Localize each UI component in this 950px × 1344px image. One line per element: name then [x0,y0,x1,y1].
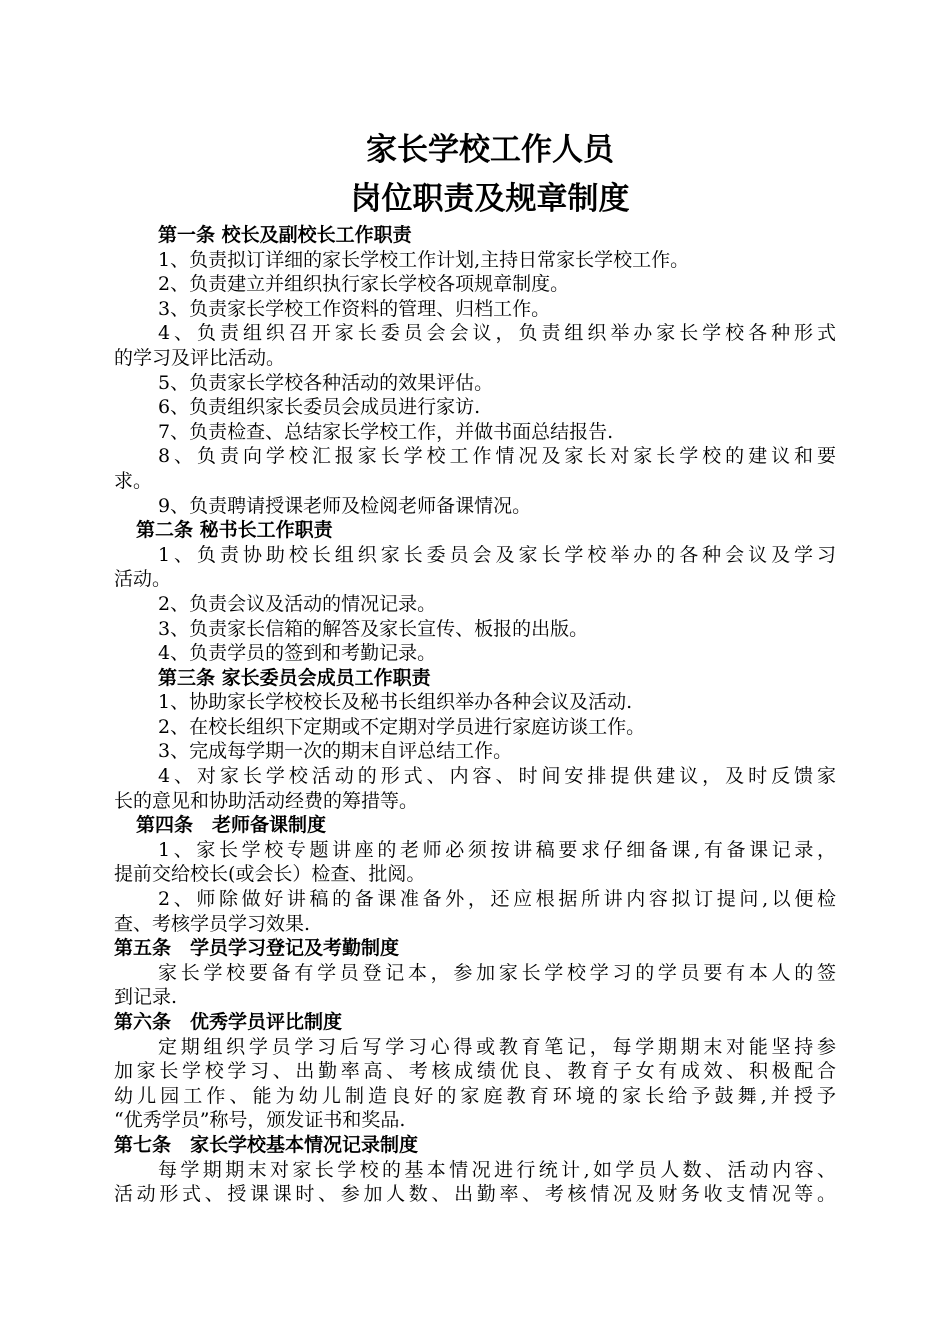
section-heading: 第四条 老师备课制度 [136,814,327,837]
paragraph-line: 活动形式、授课课时、参加人数、出勤率、考核情况及财务收支情况等。 [114,1183,836,1206]
paragraph-line: 加家长学校学习、出勤率高、考核成绩优良、教育子女有成效、积极配合 [114,1060,836,1083]
paragraph-line: 6、负责组织家长委员会成员进行家访. [158,396,481,419]
document-title-line2: 岗位职责及规章制度 [350,181,630,217]
paragraph-line: 定期组织学员学习后写学习心得或教育笔记，每学期期末对能坚持参 [158,1035,836,1058]
paragraph-line: 2、负责会议及活动的情况记录。 [158,592,437,615]
paragraph-line: “优秀学员”称号，颁发证书和奖品. [114,1109,406,1132]
paragraph-line: 幼儿园工作、能为幼儿制造良好的家庭教育环境的家长给予鼓舞,并授予 [114,1084,836,1107]
paragraph-line: 5、负责家长学校各种活动的效果评估。 [158,371,494,394]
paragraph-line: 8、负责向学校汇报家长学校工作情况及家长对家长学校的建议和要 [158,445,836,468]
paragraph-line: 每学期期末对家长学校的基本情况进行统计,如学员人数、活动内容、 [158,1158,836,1181]
paragraph-line: 1、负责协助校长组织家长委员会及家长学校举办的各种会议及学习 [158,543,836,566]
paragraph-line: 2、负责建立并组织执行家长学校各项规章制度。 [158,273,570,296]
section-heading: 第二条 秘书长工作职责 [136,519,333,542]
section-heading: 第六条 优秀学员评比制度 [114,1011,343,1033]
document-body [114,223,836,1207]
paragraph-line: 家长学校要备有学员登记本，参加家长学校学习的学员要有本人的签 [158,961,836,984]
paragraph-line: 4、对家长学校活动的形式、内容、时间安排提供建议，及时反馈家 [158,765,836,788]
paragraph-line: 7、负责检查、总结家长学校工作，并做书面总结报告. [158,420,614,443]
paragraph-line: 3、完成每学期一次的期末自评总结工作。 [158,740,513,763]
paragraph-line: 长的意见和协助活动经费的筹措等。 [114,789,419,812]
section-heading: 第一条 校长及副校长工作职责 [158,224,412,246]
paragraph-line: 1、家长学校专题讲座的老师必须按讲稿要求仔细备课,有备课记录， [158,838,836,861]
paragraph-line: 4、负责学员的签到和考勤记录。 [158,642,437,665]
paragraph-line: 2、在校长组织下定期或不定期对学员进行家庭访谈工作。 [158,715,646,738]
paragraph-line: 的学习及评比活动。 [114,346,286,369]
paragraph-line: 提前交给校长(或会长）检查、批阅。 [114,863,426,886]
paragraph-line: 4、负责组织召开家长委员会会议，负责组织举办家长学校各种形式 [158,322,836,345]
paragraph-line: 活动。 [114,568,172,591]
paragraph-line: 3、负责家长学校工作资料的管理、归档工作。 [158,297,551,320]
paragraph-line: 求。 [114,469,153,492]
document-title-line1: 家长学校工作人员 [366,132,614,168]
paragraph-line: 2、师除做好讲稿的备课准备外，还应根据所讲内容拟订提问,以便检 [158,888,836,911]
section-heading: 第五条 学员学习登记及考勤制度 [114,937,400,960]
paragraph-line: 3、负责家长信箱的解答及家长宣传、板报的出版。 [158,617,589,640]
paragraph-line: 1、协助家长学校校长及秘书长组织举办各种会议及活动. [158,691,633,714]
paragraph-line: 9、负责聘请授课老师及检阅老师备课情况。 [158,494,532,517]
section-heading: 第七条 家长学校基本情况记录制度 [114,1133,419,1156]
paragraph-line: 1、负责拟订详细的家长学校工作计划,主持日常家长学校工作。 [158,248,690,271]
section-heading: 第三条 家长委员会成员工作职责 [158,666,431,689]
paragraph-line: 到记录. [114,986,178,1009]
paragraph-line: 查、考核学员学习效果. [114,912,311,935]
